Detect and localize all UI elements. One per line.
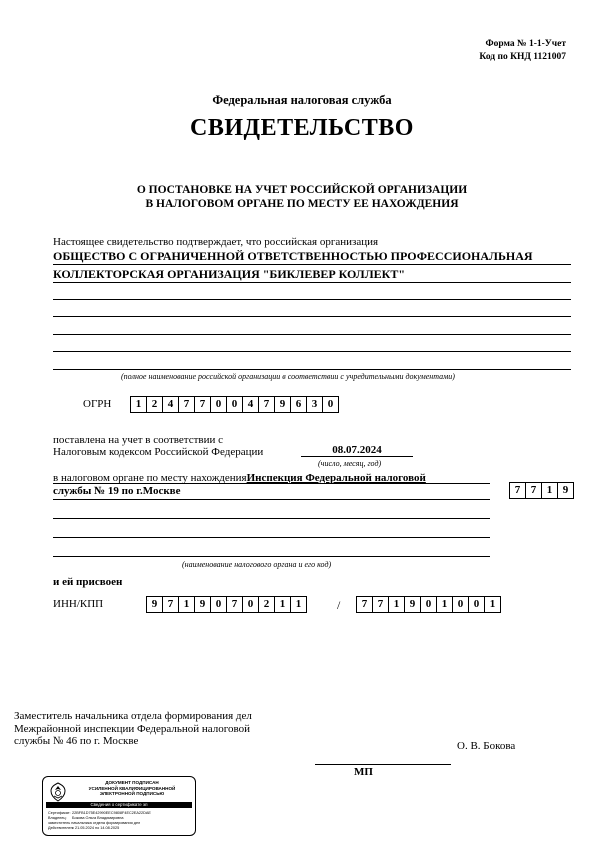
coat-of-arms-icon	[47, 781, 69, 803]
kpp-digit-box: 0	[420, 596, 437, 613]
role-value: заместитель начальника отдела формирования дел	[48, 821, 141, 825]
inn-kpp-label: ИНН/КПП	[53, 598, 104, 610]
valid-label: Действителен:	[48, 826, 74, 830]
kpp-digit-box: 0	[468, 596, 485, 613]
form-code	[479, 38, 566, 64]
ogrn-label: ОГРН	[83, 398, 112, 410]
org-name-line-2: КОЛЛЕКТОРСКАЯ ОРГАНИЗАЦИЯ "БИКЛЕВЕР КОЛЛЕКТ"	[53, 266, 571, 283]
seal-place-label: МП	[354, 766, 373, 778]
tax-authority-prefix: в налоговом органе по месту нахождения	[53, 472, 247, 484]
position-line-1: Заместитель начальника отдела формирования дел	[14, 710, 252, 722]
blank-line	[53, 556, 490, 557]
ogrn-boxes	[131, 396, 339, 413]
document-title: СВИДЕТЕЛЬСТВО	[190, 115, 414, 141]
inn-digit-box: 0	[242, 596, 259, 613]
stamp-cert-band: Сведения о сертификате эп	[46, 802, 192, 808]
tax-authority-code-digit-box: 7	[525, 482, 542, 499]
ogrn-digit-box: 7	[258, 396, 275, 413]
blank-line	[53, 299, 571, 300]
intro-text: Настоящее свидетельство подтверждает, что российская организация	[53, 236, 379, 248]
org-name-caption: (полное наименование российской организации в соответствии с учредительными документами)	[121, 372, 455, 381]
inn-digit-box: 2	[258, 596, 275, 613]
tax-authority-code-boxes	[510, 482, 574, 499]
registration-line-2: Налоговым кодексом Российской Федерации	[53, 446, 264, 458]
registration-date: 08.07.2024	[301, 444, 413, 457]
inn-digit-box: 7	[162, 596, 179, 613]
kpp-digit-box: 0	[452, 596, 469, 613]
ogrn-digit-box: 1	[130, 396, 147, 413]
valid-value: с 21.05.2024 по 14.08.2025	[72, 826, 120, 830]
blank-line	[53, 316, 571, 317]
stamp-owner-row	[48, 816, 124, 821]
ogrn-digit-box: 2	[146, 396, 163, 413]
kpp-digit-box: 9	[404, 596, 421, 613]
owner-value: Бокова Ольга Владимировна	[72, 816, 124, 820]
owner-label: Владелец:	[48, 816, 67, 820]
blank-line	[53, 483, 490, 484]
position-line-2: Межрайонной инспекции Федеральной налоговой	[14, 722, 250, 735]
inn-digit-box: 1	[290, 596, 307, 613]
inn-digit-box: 9	[194, 596, 211, 613]
stamp-valid-row	[48, 826, 119, 831]
kpp-digit-box: 1	[388, 596, 405, 613]
blank-line	[53, 369, 571, 370]
subtitle-line-1: О ПОСТАНОВКЕ НА УЧЕТ РОССИЙСКОЙ ОРГАНИЗАЦИИ	[136, 184, 468, 196]
cert-label: Сертификат:	[48, 811, 71, 815]
agency-name: Федеральная налоговая служба	[212, 93, 392, 107]
ogrn-digit-box: 4	[162, 396, 179, 413]
signatory-position	[14, 710, 252, 748]
cert-value: 22BFB1D75E42990EEC9808F4EC2EA22DAE	[72, 811, 151, 815]
blank-line	[53, 537, 490, 538]
blank-line	[53, 518, 490, 519]
date-caption: (число, месяц, год)	[318, 459, 382, 468]
registration-line-1: поставлена на учет в соответствии с	[53, 434, 224, 446]
inn-kpp-separator: /	[337, 598, 341, 612]
tax-authority-code-digit-box: 1	[541, 482, 558, 499]
kpp-digit-box: 7	[372, 596, 389, 613]
stamp-role-row	[48, 821, 140, 826]
ogrn-digit-box: 7	[194, 396, 211, 413]
kpp-digit-box: 1	[484, 596, 501, 613]
stamp-title-line-3: ЭЛЕКТРОННОЙ ПОДПИСЬЮ	[99, 791, 165, 797]
blank-line	[53, 499, 490, 500]
inn-digit-box: 1	[178, 596, 195, 613]
stamp-cert-row	[48, 811, 151, 816]
stamp-title-line-1: ДОКУМЕНТ ПОДПИСАН	[105, 780, 159, 785]
electronic-signature-stamp	[42, 776, 196, 836]
kpp-boxes	[357, 596, 501, 613]
signature-line	[315, 764, 451, 765]
ogrn-digit-box: 6	[290, 396, 307, 413]
tax-authority-code-digit-box: 7	[509, 482, 526, 499]
org-name-line-1: ОБЩЕСТВО С ОГРАНИЧЕННОЙ ОТВЕТСТВЕННОСТЬЮ ПРОФЕССИОНАЛЬНАЯ	[53, 248, 571, 265]
assigned-label: и ей присвоен	[53, 576, 123, 588]
document-subtitle	[0, 183, 604, 211]
ogrn-digit-box: 0	[322, 396, 339, 413]
position-line-3: службы № 46 по г. Москве	[14, 735, 139, 747]
tax-authority-name-part-1: Инспекция Федеральной налоговой	[246, 472, 426, 484]
ogrn-digit-box: 0	[210, 396, 227, 413]
tax-authority-caption: (наименование налогового органа и его код)	[182, 560, 332, 569]
inn-digit-box: 7	[226, 596, 243, 613]
ogrn-digit-box: 4	[242, 396, 259, 413]
ogrn-digit-box: 0	[226, 396, 243, 413]
inn-digit-box: 9	[146, 596, 163, 613]
ogrn-digit-box: 9	[274, 396, 291, 413]
ogrn-digit-box: 3	[306, 396, 323, 413]
inn-digit-box: 1	[274, 596, 291, 613]
ogrn-digit-box: 7	[178, 396, 195, 413]
form-number: Форма № 1-1-Учет	[485, 39, 566, 49]
tax-authority-name-part-2: службы № 19 по г.Москве	[53, 485, 181, 497]
stamp-title	[71, 780, 193, 797]
subtitle-line-2: В НАЛОГОВОМ ОРГАНЕ ПО МЕСТУ ЕЕ НАХОЖДЕНИЯ	[145, 198, 459, 210]
inn-boxes	[147, 596, 307, 613]
kpp-digit-box: 7	[356, 596, 373, 613]
signer-name: О. В. Бокова	[457, 740, 516, 752]
blank-line	[53, 334, 571, 335]
inn-digit-box: 0	[210, 596, 227, 613]
blank-line	[53, 351, 571, 352]
tax-authority-code-digit-box: 9	[557, 482, 574, 499]
knd-code: Код по КНД 1121007	[479, 52, 566, 62]
stamp-title-line-2: УСИЛЕННОЙ КВАЛИФИЦИРОВАННОЙ	[88, 785, 176, 791]
kpp-digit-box: 1	[436, 596, 453, 613]
